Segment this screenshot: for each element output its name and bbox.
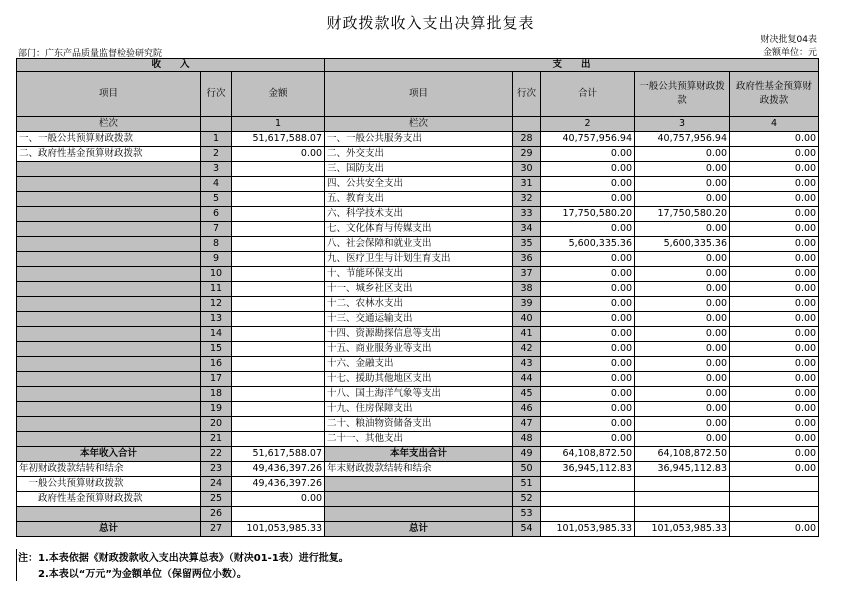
income-amount: 101,053,985.33 bbox=[232, 522, 325, 537]
expense-item: 十六、金融支出 bbox=[325, 357, 513, 372]
table-row bbox=[17, 297, 819, 312]
income-amount bbox=[232, 417, 325, 432]
income-row-no: 15 bbox=[201, 342, 232, 357]
expense-row-no: 39 bbox=[513, 297, 541, 312]
expense-item: 本年支出合计 bbox=[325, 447, 513, 462]
expense-total: 0.00 bbox=[541, 162, 635, 177]
expense-item: 三、国防支出 bbox=[325, 162, 513, 177]
income-row-no: 23 bbox=[201, 462, 232, 477]
expense-row-no: 36 bbox=[513, 252, 541, 267]
table-row bbox=[17, 522, 819, 537]
expense-item: 二十、粮油物资储备支出 bbox=[325, 417, 513, 432]
expense-row-no: 42 bbox=[513, 342, 541, 357]
income-amount bbox=[232, 387, 325, 402]
income-item: 总计 bbox=[17, 522, 201, 537]
income-amount bbox=[232, 507, 325, 522]
income-amount: 49,436,397.26 bbox=[232, 462, 325, 477]
expense-total: 64,108,872.50 bbox=[541, 447, 635, 462]
income-item bbox=[17, 402, 201, 417]
table-row bbox=[17, 132, 819, 147]
expense-total: 0.00 bbox=[541, 297, 635, 312]
expense-total: 0.00 bbox=[541, 327, 635, 342]
expense-fund: 0.00 bbox=[730, 447, 819, 462]
expense-row-no: 33 bbox=[513, 207, 541, 222]
income-item bbox=[17, 177, 201, 192]
expense-total bbox=[541, 507, 635, 522]
expense-total: 0.00 bbox=[541, 387, 635, 402]
income-row-no: 5 bbox=[201, 192, 232, 207]
expense-item: 五、教育支出 bbox=[325, 192, 513, 207]
income-amount bbox=[232, 207, 325, 222]
expense-row-no: 49 bbox=[513, 447, 541, 462]
expense-total: 17,750,580.20 bbox=[541, 207, 635, 222]
expense-general bbox=[635, 492, 730, 507]
income-row-no: 2 bbox=[201, 147, 232, 162]
expense-fund: 0.00 bbox=[730, 417, 819, 432]
expense-row-no: 44 bbox=[513, 372, 541, 387]
expense-fund: 0.00 bbox=[730, 207, 819, 222]
expense-row-no: 31 bbox=[513, 177, 541, 192]
income-amount: 0.00 bbox=[232, 147, 325, 162]
expense-fund bbox=[730, 507, 819, 522]
income-row-no: 10 bbox=[201, 267, 232, 282]
expense-item: 四、公共安全支出 bbox=[325, 177, 513, 192]
income-amount bbox=[232, 177, 325, 192]
income-item bbox=[17, 372, 201, 387]
income-amount bbox=[232, 372, 325, 387]
expense-item bbox=[325, 477, 513, 492]
expense-row-no: 35 bbox=[513, 237, 541, 252]
expense-row-no: 30 bbox=[513, 162, 541, 177]
income-row-no: 12 bbox=[201, 297, 232, 312]
expense-fund: 0.00 bbox=[730, 222, 819, 237]
table-row bbox=[17, 327, 819, 342]
expense-item: 十七、援助其他地区支出 bbox=[325, 372, 513, 387]
expense-general: 5,600,335.36 bbox=[635, 237, 730, 252]
col-label-2: 栏次 bbox=[325, 117, 513, 132]
budget-table bbox=[16, 58, 819, 537]
expense-row-no: 43 bbox=[513, 357, 541, 372]
expense-item: 总计 bbox=[325, 522, 513, 537]
expense-fund: 0.00 bbox=[730, 342, 819, 357]
col-label: 栏次 bbox=[17, 117, 201, 132]
income-amount bbox=[232, 267, 325, 282]
table-row bbox=[17, 372, 819, 387]
income-row-no: 20 bbox=[201, 417, 232, 432]
expense-general: 0.00 bbox=[635, 387, 730, 402]
expense-item: 九、医疗卫生与计划生育支出 bbox=[325, 252, 513, 267]
expense-total: 101,053,985.33 bbox=[541, 522, 635, 537]
income-item: 本年收入合计 bbox=[17, 447, 201, 462]
expense-row-no: 32 bbox=[513, 192, 541, 207]
col-item: 项目 bbox=[17, 72, 201, 117]
table-row bbox=[17, 402, 819, 417]
income-amount bbox=[232, 402, 325, 417]
expense-section: 支 出 bbox=[325, 59, 819, 72]
income-section: 收 入 bbox=[17, 59, 325, 72]
expense-row-no: 53 bbox=[513, 507, 541, 522]
table-row bbox=[17, 147, 819, 162]
expense-total: 0.00 bbox=[541, 222, 635, 237]
col-amount: 金额 bbox=[232, 72, 325, 117]
expense-total bbox=[541, 492, 635, 507]
expense-general: 0.00 bbox=[635, 267, 730, 282]
income-amount bbox=[232, 312, 325, 327]
expense-total: 0.00 bbox=[541, 192, 635, 207]
col-fund: 政府性基金预算财政拨款 bbox=[730, 72, 819, 117]
expense-fund bbox=[730, 492, 819, 507]
expense-total: 0.00 bbox=[541, 282, 635, 297]
expense-total: 0.00 bbox=[541, 147, 635, 162]
expense-fund bbox=[730, 477, 819, 492]
table-row bbox=[17, 417, 819, 432]
income-amount: 51,617,588.07 bbox=[232, 132, 325, 147]
income-item bbox=[17, 222, 201, 237]
col-num-3: 3 bbox=[635, 117, 730, 132]
income-row-no: 4 bbox=[201, 177, 232, 192]
expense-fund: 0.00 bbox=[730, 192, 819, 207]
expense-fund: 0.00 bbox=[730, 282, 819, 297]
expense-general: 64,108,872.50 bbox=[635, 447, 730, 462]
income-amount bbox=[232, 162, 325, 177]
expense-fund: 0.00 bbox=[730, 237, 819, 252]
income-row-no: 25 bbox=[201, 492, 232, 507]
income-amount bbox=[232, 222, 325, 237]
expense-total: 0.00 bbox=[541, 357, 635, 372]
income-item bbox=[17, 237, 201, 252]
income-row-no: 17 bbox=[201, 372, 232, 387]
amount-unit: 金额单位：元 bbox=[762, 48, 817, 58]
expense-total: 0.00 bbox=[541, 252, 635, 267]
expense-fund: 0.00 bbox=[730, 432, 819, 447]
table-row bbox=[17, 252, 819, 267]
expense-fund: 0.00 bbox=[730, 252, 819, 267]
income-row-no: 13 bbox=[201, 312, 232, 327]
income-amount bbox=[232, 342, 325, 357]
expense-item: 十一、城乡社区支出 bbox=[325, 282, 513, 297]
table-row bbox=[17, 342, 819, 357]
expense-total: 0.00 bbox=[541, 402, 635, 417]
income-row-no: 14 bbox=[201, 327, 232, 342]
expense-item: 十九、住房保障支出 bbox=[325, 402, 513, 417]
col-num-1: 1 bbox=[232, 117, 325, 132]
table-row bbox=[17, 282, 819, 297]
income-row-no: 18 bbox=[201, 387, 232, 402]
income-row-no: 16 bbox=[201, 357, 232, 372]
expense-row-no: 29 bbox=[513, 147, 541, 162]
table-row bbox=[17, 207, 819, 222]
expense-total: 36,945,112.83 bbox=[541, 462, 635, 477]
table-row bbox=[17, 312, 819, 327]
expense-item: 七、文化体育与传媒支出 bbox=[325, 222, 513, 237]
report-title: 财政拨款收入支出决算批复表 bbox=[326, 14, 535, 32]
expense-row-no: 52 bbox=[513, 492, 541, 507]
income-item: 一般公共预算财政拨款 bbox=[17, 477, 201, 492]
expense-fund: 0.00 bbox=[730, 402, 819, 417]
expense-row-no: 34 bbox=[513, 222, 541, 237]
expense-total: 0.00 bbox=[541, 417, 635, 432]
income-row-no: 6 bbox=[201, 207, 232, 222]
expense-item: 年末财政拨款结转和结余 bbox=[325, 462, 513, 477]
income-amount bbox=[232, 282, 325, 297]
expense-row-no: 41 bbox=[513, 327, 541, 342]
expense-item: 一、一般公共服务支出 bbox=[325, 132, 513, 147]
expense-general: 0.00 bbox=[635, 312, 730, 327]
income-item bbox=[17, 282, 201, 297]
income-item bbox=[17, 267, 201, 282]
income-item bbox=[17, 432, 201, 447]
expense-row-no: 50 bbox=[513, 462, 541, 477]
col-general: 一般公共预算财政拨款 bbox=[635, 72, 730, 117]
expense-general: 0.00 bbox=[635, 402, 730, 417]
income-item bbox=[17, 207, 201, 222]
expense-row-no: 40 bbox=[513, 312, 541, 327]
income-row-no: 24 bbox=[201, 477, 232, 492]
expense-item: 十四、资源勘探信息等支出 bbox=[325, 327, 513, 342]
expense-general: 36,945,112.83 bbox=[635, 462, 730, 477]
expense-general: 101,053,985.33 bbox=[635, 522, 730, 537]
col-row-no: 行次 bbox=[201, 72, 232, 117]
table-row bbox=[17, 387, 819, 402]
income-item bbox=[17, 252, 201, 267]
expense-general: 0.00 bbox=[635, 357, 730, 372]
expense-general: 0.00 bbox=[635, 432, 730, 447]
income-item bbox=[17, 417, 201, 432]
expense-item: 十、节能环保支出 bbox=[325, 267, 513, 282]
income-amount bbox=[232, 297, 325, 312]
expense-row-no: 28 bbox=[513, 132, 541, 147]
expense-total: 0.00 bbox=[541, 432, 635, 447]
income-amount bbox=[232, 357, 325, 372]
table-row bbox=[17, 432, 819, 447]
expense-total: 0.00 bbox=[541, 342, 635, 357]
expense-general: 0.00 bbox=[635, 282, 730, 297]
income-amount bbox=[232, 327, 325, 342]
income-item bbox=[17, 297, 201, 312]
expense-general: 0.00 bbox=[635, 417, 730, 432]
income-row-no: 3 bbox=[201, 162, 232, 177]
expense-general: 0.00 bbox=[635, 147, 730, 162]
income-amount bbox=[232, 192, 325, 207]
expense-item: 十三、交通运输支出 bbox=[325, 312, 513, 327]
income-row-no: 8 bbox=[201, 237, 232, 252]
col-exp-row-no: 行次 bbox=[513, 72, 541, 117]
income-item bbox=[17, 342, 201, 357]
expense-fund: 0.00 bbox=[730, 522, 819, 537]
expense-item: 八、社会保障和就业支出 bbox=[325, 237, 513, 252]
expense-general bbox=[635, 477, 730, 492]
expense-fund: 0.00 bbox=[730, 327, 819, 342]
income-item: 一、一般公共预算财政拨款 bbox=[17, 132, 201, 147]
col-exp-item: 项目 bbox=[325, 72, 513, 117]
expense-item: 二十一、其他支出 bbox=[325, 432, 513, 447]
expense-row-no: 46 bbox=[513, 402, 541, 417]
table-row bbox=[17, 492, 819, 507]
expense-row-no: 38 bbox=[513, 282, 541, 297]
expense-row-no: 51 bbox=[513, 477, 541, 492]
table-row bbox=[17, 477, 819, 492]
expense-general: 17,750,580.20 bbox=[635, 207, 730, 222]
col-total: 合计 bbox=[541, 72, 635, 117]
expense-general: 0.00 bbox=[635, 297, 730, 312]
department: 部门：广东产品质量监督检验研究院 bbox=[18, 49, 163, 59]
income-item: 年初财政拨款结转和结余 bbox=[17, 462, 201, 477]
table-row bbox=[17, 267, 819, 282]
expense-general: 0.00 bbox=[635, 372, 730, 387]
expense-total: 0.00 bbox=[541, 177, 635, 192]
expense-total: 0.00 bbox=[541, 267, 635, 282]
expense-row-no: 37 bbox=[513, 267, 541, 282]
income-row-no: 27 bbox=[201, 522, 232, 537]
table-row bbox=[17, 162, 819, 177]
table-row bbox=[17, 447, 819, 462]
col-num-2: 2 bbox=[541, 117, 635, 132]
expense-fund: 0.00 bbox=[730, 147, 819, 162]
expense-fund: 0.00 bbox=[730, 312, 819, 327]
expense-fund: 0.00 bbox=[730, 267, 819, 282]
expense-total bbox=[541, 477, 635, 492]
table-row bbox=[17, 192, 819, 207]
income-item bbox=[17, 327, 201, 342]
expense-fund: 0.00 bbox=[730, 462, 819, 477]
expense-item bbox=[325, 492, 513, 507]
form-code: 财决批复04表 bbox=[760, 35, 817, 45]
expense-general: 0.00 bbox=[635, 162, 730, 177]
income-amount: 51,617,588.07 bbox=[232, 447, 325, 462]
expense-general: 0.00 bbox=[635, 252, 730, 267]
table-row bbox=[17, 462, 819, 477]
expense-item: 十八、国土海洋气象等支出 bbox=[325, 387, 513, 402]
income-amount bbox=[232, 237, 325, 252]
income-amount: 0.00 bbox=[232, 492, 325, 507]
income-item bbox=[17, 162, 201, 177]
income-item bbox=[17, 357, 201, 372]
income-amount bbox=[232, 252, 325, 267]
expense-item: 六、科学技术支出 bbox=[325, 207, 513, 222]
expense-fund: 0.00 bbox=[730, 162, 819, 177]
expense-item bbox=[325, 507, 513, 522]
expense-row-no: 54 bbox=[513, 522, 541, 537]
expense-general: 0.00 bbox=[635, 177, 730, 192]
expense-row-no: 45 bbox=[513, 387, 541, 402]
col-num-4: 4 bbox=[730, 117, 819, 132]
income-row-no: 19 bbox=[201, 402, 232, 417]
income-item bbox=[17, 387, 201, 402]
expense-total: 5,600,335.36 bbox=[541, 237, 635, 252]
expense-row-no: 48 bbox=[513, 432, 541, 447]
income-row-no: 22 bbox=[201, 447, 232, 462]
table-row bbox=[17, 222, 819, 237]
expense-fund: 0.00 bbox=[730, 297, 819, 312]
income-item: 政府性基金预算财政拨款 bbox=[17, 492, 201, 507]
income-row-no: 9 bbox=[201, 252, 232, 267]
income-row-no: 1 bbox=[201, 132, 232, 147]
note-2: 2.本表以“万元”为金额单位（保留两位小数）。 bbox=[18, 569, 247, 580]
table-row bbox=[17, 357, 819, 372]
expense-general bbox=[635, 507, 730, 522]
expense-item: 十五、商业服务业等支出 bbox=[325, 342, 513, 357]
expense-fund: 0.00 bbox=[730, 387, 819, 402]
expense-row-no: 47 bbox=[513, 417, 541, 432]
expense-fund: 0.00 bbox=[730, 132, 819, 147]
expense-item: 十二、农林水支出 bbox=[325, 297, 513, 312]
expense-item: 二、外交支出 bbox=[325, 147, 513, 162]
income-row-no: 21 bbox=[201, 432, 232, 447]
expense-fund: 0.00 bbox=[730, 357, 819, 372]
expense-general: 0.00 bbox=[635, 342, 730, 357]
expense-general: 0.00 bbox=[635, 192, 730, 207]
table-row bbox=[17, 237, 819, 252]
income-item bbox=[17, 192, 201, 207]
income-item: 二、政府性基金预算财政拨款 bbox=[17, 147, 201, 162]
expense-total: 0.00 bbox=[541, 312, 635, 327]
note-1: 注：1.本表依据《财政拨款收入支出决算总表》（财决01-1表）进行批复。 bbox=[18, 553, 349, 564]
expense-fund: 0.00 bbox=[730, 177, 819, 192]
income-row-no: 26 bbox=[201, 507, 232, 522]
income-item bbox=[17, 507, 201, 522]
expense-general: 0.00 bbox=[635, 327, 730, 342]
income-amount bbox=[232, 432, 325, 447]
expense-fund: 0.00 bbox=[730, 372, 819, 387]
notes bbox=[18, 551, 349, 583]
expense-total: 0.00 bbox=[541, 372, 635, 387]
income-row-no: 11 bbox=[201, 282, 232, 297]
income-amount: 49,436,397.26 bbox=[232, 477, 325, 492]
expense-total: 40,757,956.94 bbox=[541, 132, 635, 147]
expense-general: 0.00 bbox=[635, 222, 730, 237]
table-row bbox=[17, 177, 819, 192]
expense-general: 40,757,956.94 bbox=[635, 132, 730, 147]
income-item bbox=[17, 312, 201, 327]
income-row-no: 7 bbox=[201, 222, 232, 237]
table-row bbox=[17, 507, 819, 522]
